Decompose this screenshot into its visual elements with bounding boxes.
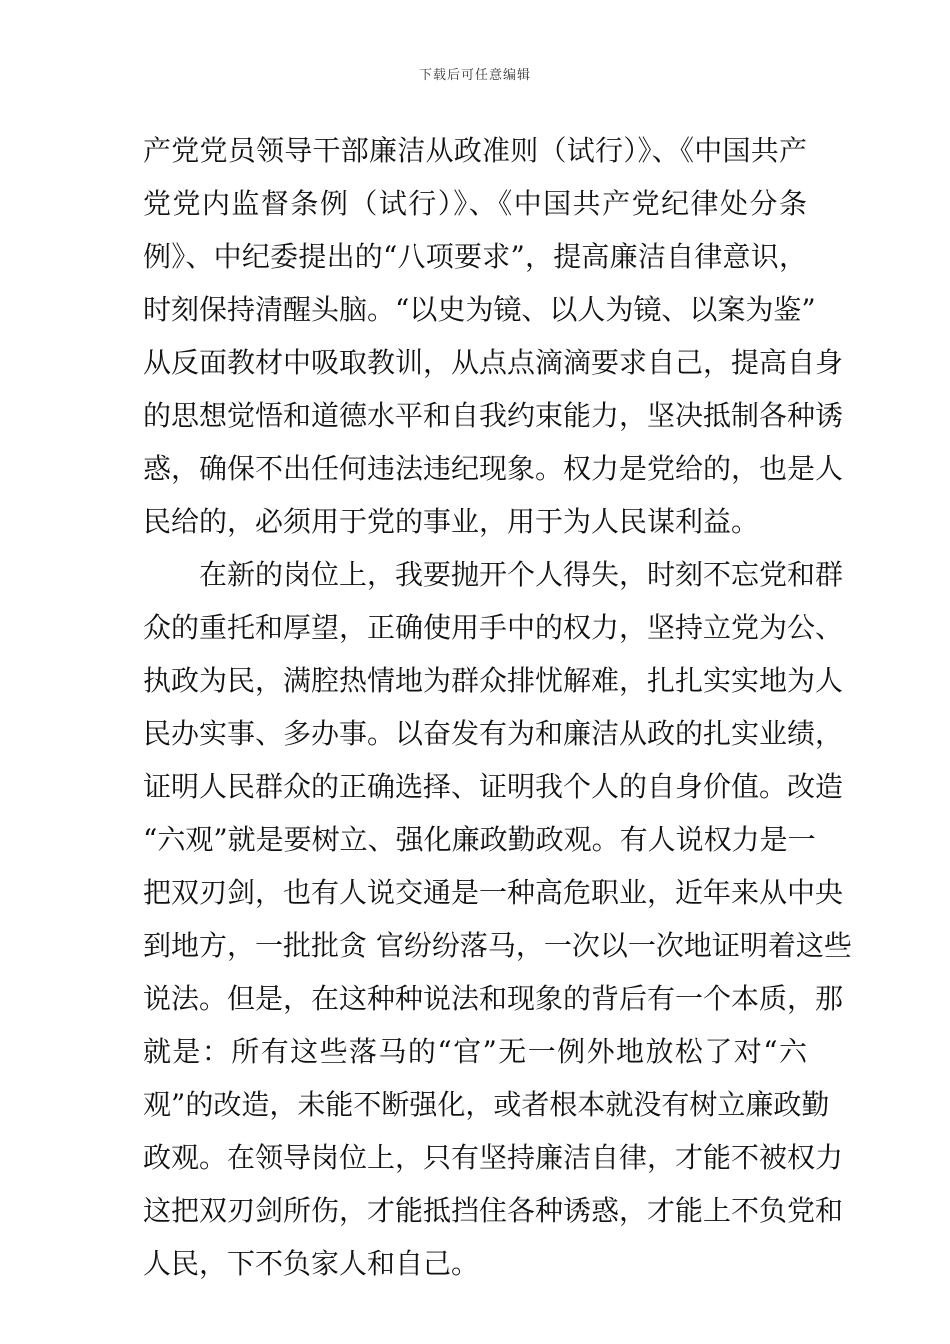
text-line: 证明人民群众的正确选择、证明我个人的自身价值。改造 bbox=[143, 770, 844, 803]
paragraph-1 bbox=[143, 124, 844, 548]
text-line: 政观。在领导岗位上，只有坚持廉洁自律，才能不被权力 bbox=[143, 1141, 844, 1174]
text-line: 在新的岗位上，我要抛开个人得失，时刻不忘党和群 bbox=[199, 558, 844, 591]
body-text bbox=[143, 124, 852, 1290]
text-line: 从反面教材中吸取教训，从点点滴滴要求自己，提高自身 bbox=[143, 346, 844, 379]
text-line: 党党内监督条例（试行）》、《中国共产党纪律处分条 bbox=[143, 187, 807, 220]
paragraph-2 bbox=[143, 548, 852, 1290]
text-line: 产党党员领导干部廉洁从政准则（试行）》、《中国共产 bbox=[143, 134, 807, 167]
text-line: 民给的，必须用于党的事业，用于为人民谋利益。 bbox=[143, 505, 760, 538]
text-line: 观”的改造，未能不断强化，或者根本就没有树立廉政勤 bbox=[143, 1088, 830, 1121]
text-line: 说法。但是，在这种种说法和现象的背后有一个本质，那 bbox=[143, 982, 844, 1015]
text-line: 惑，确保不出任何违法违纪现象。权力是党给的，也是人 bbox=[143, 452, 844, 485]
text-line: 到地方，一批批贪 官纷纷落马，一次以一次地证明着这些 bbox=[143, 929, 852, 962]
text-line: 众的重托和厚望，正确使用手中的权力，坚持立党为公、 bbox=[143, 611, 844, 644]
text-line: 就是：所有这些落马的“官”无一例外地放松了对“六 bbox=[143, 1035, 807, 1068]
text-line: 这把双刃剑所伤，才能抵挡住各种诱惑，才能上不负党和 bbox=[143, 1194, 844, 1227]
page-header: 下载后可任意编辑 bbox=[418, 68, 531, 83]
text-line: 把双刃剑，也有人说交通是一种高危职业，近年来从中央 bbox=[143, 876, 844, 909]
text-line: 的思想觉悟和道德水平和自我约束能力，坚决抵制各种诱 bbox=[143, 399, 844, 432]
text-line: 例》、中纪委提出的“八项要求”，提高廉洁自律意识， bbox=[143, 240, 807, 273]
text-line: 执政为民，满腔热情地为群众排忧解难，扎扎实实地为人 bbox=[143, 664, 844, 697]
text-line: “六观”就是要树立、强化廉政勤政观。有人说权力是一 bbox=[143, 823, 816, 856]
text-line: 人民，下不负家人和自己。 bbox=[143, 1247, 480, 1280]
text-line: 时刻保持清醒头脑。“以史为镜、以人为镜、以案为鉴” bbox=[143, 293, 816, 326]
text-line: 民办实事、多办事。以奋发有为和廉洁从政的扎实业绩， bbox=[143, 717, 844, 750]
